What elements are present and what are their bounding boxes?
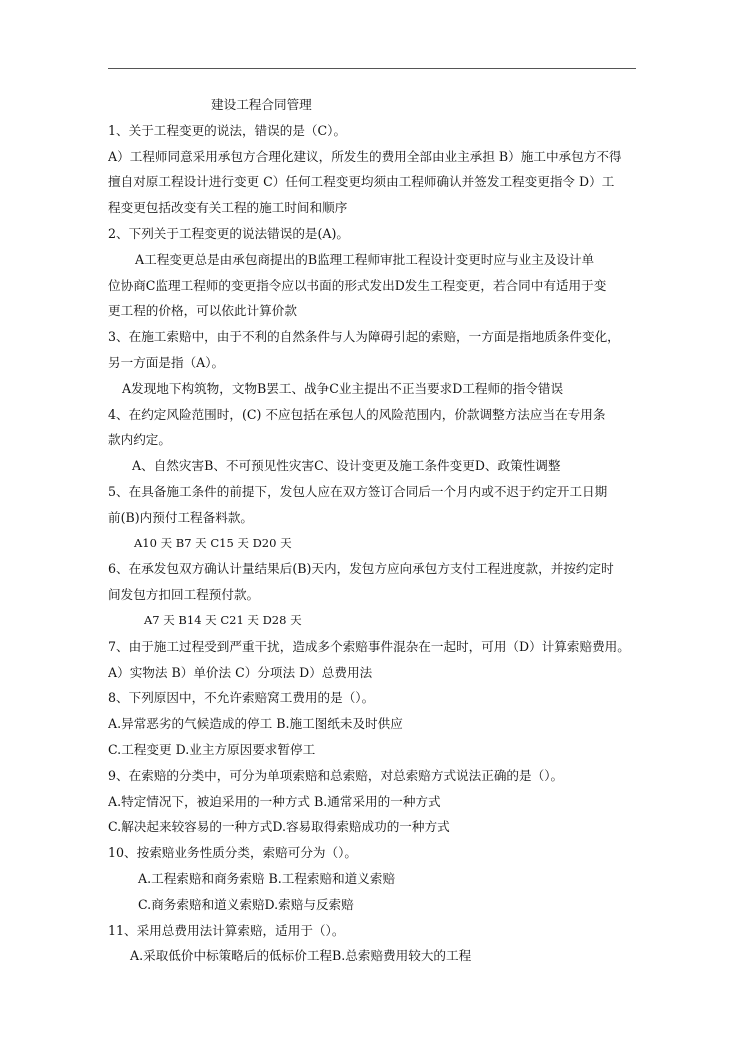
question-3-cont: 另一方面是指（A）。 bbox=[108, 354, 225, 370]
question-8: 8、下列原因中，不允许索赔窝工费用的是（）。 bbox=[108, 690, 375, 706]
question-2-options: A工程变更总是由承包商提出的B监理工程师审批工程设计变更时应与业主及设计单 bbox=[135, 251, 595, 267]
question-11-options: A.采取低价中标策略后的低标价工程B.总索赔费用较大的工程 bbox=[130, 948, 472, 964]
question-3-options: A发现地下构筑物，文物B罢工、战争C业主提出不正当要求D工程师的指令错误 bbox=[122, 380, 564, 396]
header-rule bbox=[108, 68, 636, 69]
document-body bbox=[108, 92, 638, 969]
question-3: 3、在施工索赔中，由于不利的自然条件与人为障碍引起的索赔，一方面是指地质条件变化， bbox=[108, 329, 620, 345]
question-10-options: A.工程索赔和商务索赔 B.工程索赔和道义索赔 bbox=[138, 870, 396, 886]
document-title: 建设工程合同管理 bbox=[211, 97, 312, 112]
question-6: 6、在承发包双方确认计量结果后(B)天内，发包方应向承包方支付工程进度款，并按约定时 bbox=[108, 561, 614, 577]
question-8-options: A.异常恶劣的气候造成的停工 B.施工图纸未及时供应 bbox=[108, 716, 403, 732]
question-5-cont: 前(B)内预付工程备料款。 bbox=[108, 509, 254, 525]
question-2-options-cont: 更工程的价格，可以依此计算价款 bbox=[108, 303, 297, 319]
question-2-options-cont: 位协商C监理工程师的变更指令应以书面的形式发出D发生工程变更，若合同中有适用于变 bbox=[108, 277, 607, 293]
question-5-options: A10 天 B7 天 C15 天 D20 天 bbox=[134, 535, 292, 550]
question-1-options-cont: 程变更包括改变有关工程的施工时间和顺序 bbox=[108, 200, 348, 216]
question-5: 5、在具备施工条件的前提下，发包人应在双方签订合同后一个月内或不迟于约定开工日期 bbox=[108, 483, 608, 499]
question-11: 11、采用总费用法计算索赔，适用于（）。 bbox=[108, 922, 345, 938]
question-6-options: A7 天 B14 天 C21 天 D28 天 bbox=[144, 612, 302, 627]
question-1-options-cont: 擅自对原工程设计进行变更 C）任何工程变更均须由工程师确认并签发工程变更指令 D）工 bbox=[108, 174, 615, 190]
question-2: 2、下列关于工程变更的说法错误的是(A)。 bbox=[108, 225, 350, 241]
question-9-options: A.特定情况下，被迫采用的一种方式 B.通常采用的一种方式 bbox=[108, 793, 441, 809]
question-4-cont: 款内约定。 bbox=[108, 432, 171, 448]
question-4-options: A、自然灾害B、不可预见性灾害C、设计变更及施工条件变更D、政策性调整 bbox=[132, 458, 561, 474]
question-1: 1、关于工程变更的说法，错误的是（C）。 bbox=[108, 122, 347, 138]
question-7: 7、由于施工过程受到严重干扰，造成多个索赔事件混杂在一起时，可用（D）计算索赔费用。 bbox=[108, 638, 630, 654]
question-9: 9、在索赔的分类中，可分为单项索赔和总索赔，对总索赔方式说法正确的是（）。 bbox=[108, 767, 564, 783]
question-9-options-cont: C.解决起来较容易的一种方式D.容易取得索赔成功的一种方式 bbox=[108, 819, 450, 835]
question-10: 10、按索赔业务性质分类，索赔可分为（）。 bbox=[108, 845, 358, 861]
question-10-options-cont: C.商务索赔和道义索赔D.索赔与反索赔 bbox=[138, 896, 354, 912]
question-6-cont: 间发包方扣回工程预付款。 bbox=[108, 587, 260, 603]
question-7-options: A）实物法 B）单价法 C）分项法 D）总费用法 bbox=[108, 664, 373, 680]
question-4: 4、在约定风险范围时，(C) 不应包括在承包人的风险范围内，价款调整方法应当在专用条 bbox=[108, 406, 606, 422]
question-8-options-cont: C.工程变更 D.业主方原因要求暂停工 bbox=[108, 741, 316, 757]
question-1-options: A）工程师同意采用承包方合理化建议，所发生的费用全部由业主承担 B）施工中承包方不得 bbox=[108, 148, 622, 164]
